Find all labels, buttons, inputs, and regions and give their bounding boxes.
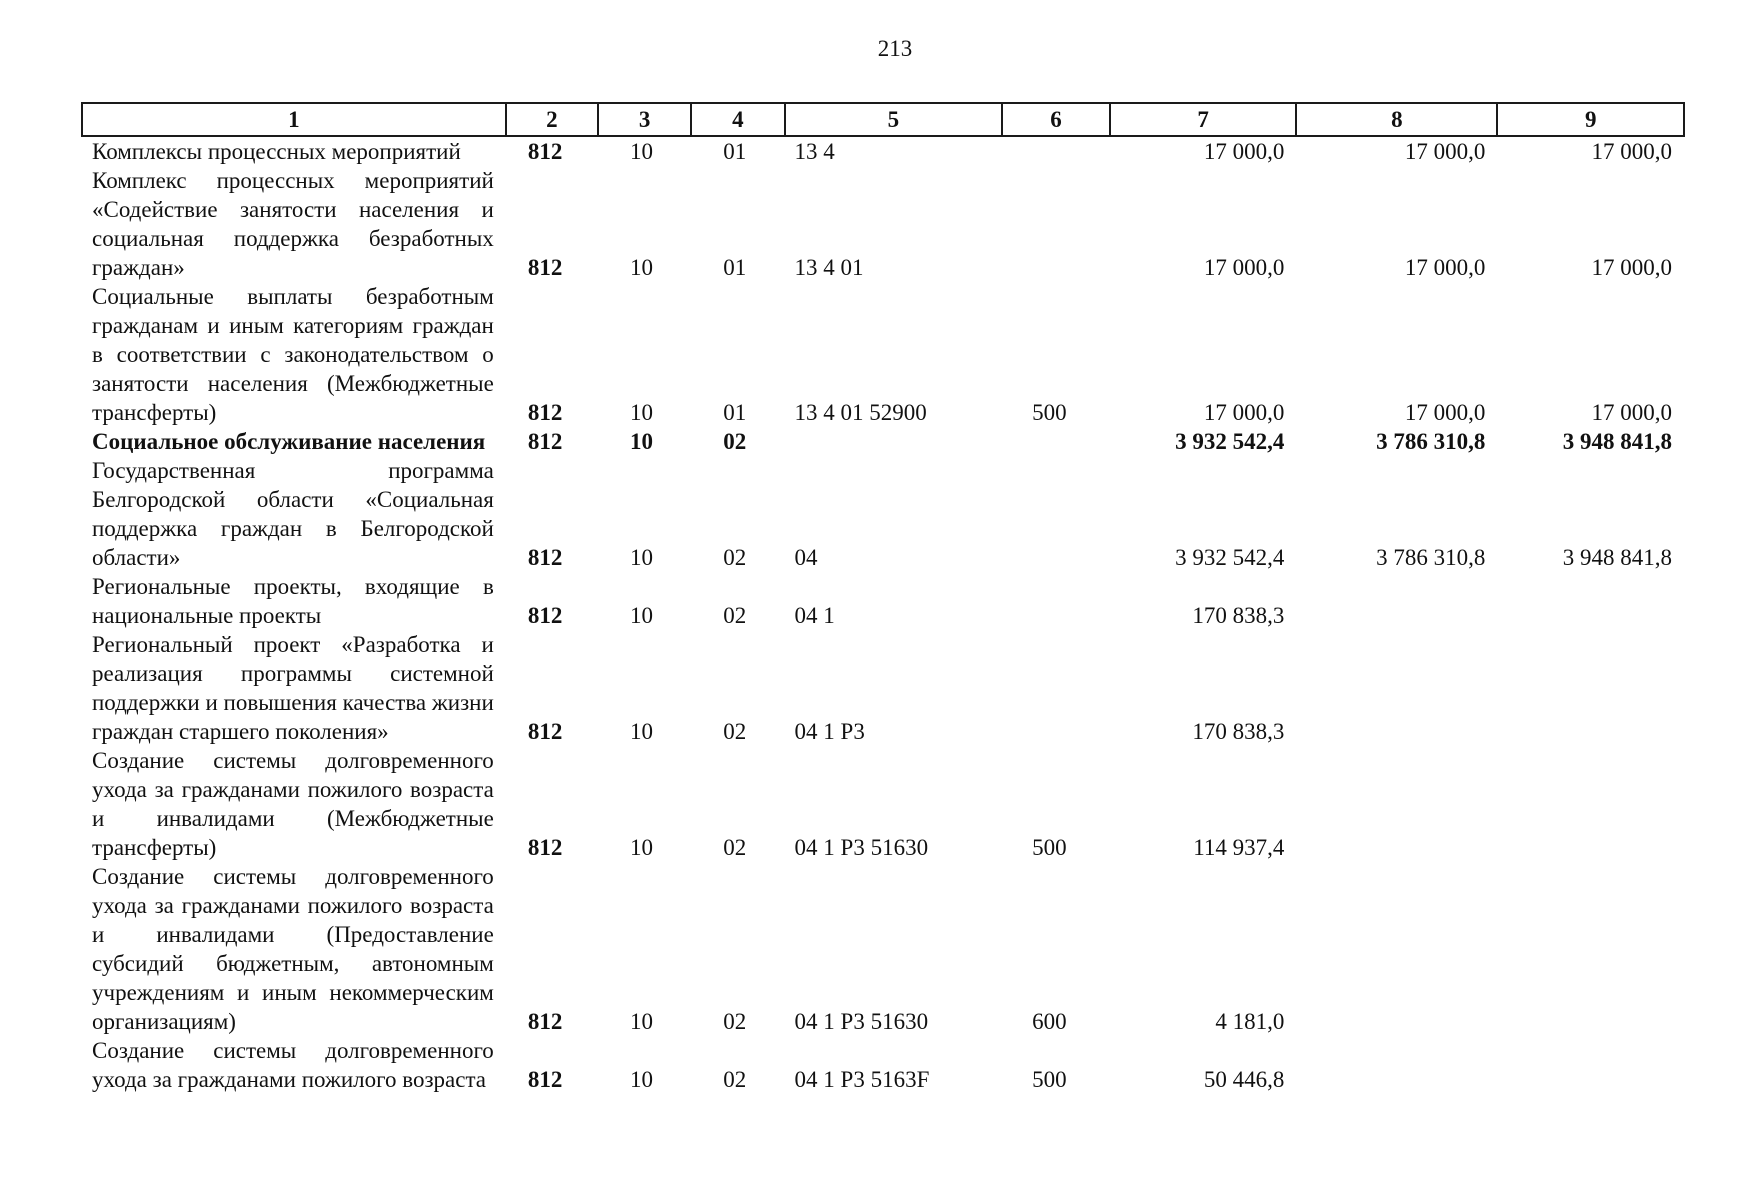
cell-section: 10	[630, 1009, 654, 1034]
cell-section: 10	[630, 545, 654, 570]
cell-amount-col9: 17 000,0	[1591, 255, 1672, 280]
budget-table	[81, 102, 1685, 1094]
header-col-5: 5	[785, 103, 1003, 136]
page-number: 213	[877, 36, 913, 61]
cell-ministry-code: 812	[527, 719, 563, 744]
cell-subsection: 02	[723, 603, 747, 628]
header-row	[82, 103, 1684, 136]
cell-ministry-code: 812	[527, 429, 563, 454]
table-row-section-total	[82, 427, 1684, 456]
cell-amount-col8: 3 786 310,8	[1376, 429, 1486, 454]
header-col-4: 4	[691, 103, 784, 136]
cell-target-article: 04	[794, 545, 818, 570]
table-row	[82, 1036, 1684, 1094]
row-description: Региональные проекты, входящие в национальные проекты	[92, 574, 494, 628]
header-col-1: 1	[82, 103, 506, 136]
cell-subsection: 01	[723, 139, 747, 164]
budget-table-container	[81, 102, 1685, 1094]
cell-amount-col7: 17 000,0	[1203, 139, 1285, 164]
cell-amount-col7: 50 446,8	[1203, 1067, 1285, 1092]
table-row	[82, 630, 1684, 746]
cell-subsection: 02	[723, 429, 747, 454]
cell-target-article	[785, 427, 1003, 456]
cell-amount-col8: 17 000,0	[1404, 139, 1486, 164]
cell-target-article: 13 4 01	[794, 255, 864, 280]
cell-amount-col7: 114 937,4	[1193, 835, 1285, 860]
cell-expense-type	[1002, 456, 1110, 572]
cell-amount-col8: 17 000,0	[1404, 400, 1486, 425]
cell-section: 10	[630, 835, 654, 860]
row-description: Создание системы долговременного ухода за гражданами пожилого возраста и инвалидами (Межбюджетные трансферты)	[92, 748, 494, 860]
cell-subsection: 02	[723, 835, 747, 860]
cell-subsection: 01	[723, 255, 747, 280]
header-col-9: 9	[1497, 103, 1684, 136]
table-row	[82, 282, 1684, 427]
cell-expense-type	[1002, 572, 1110, 630]
cell-ministry-code: 812	[527, 1067, 563, 1092]
cell-expense-type	[1002, 166, 1110, 282]
cell-target-article: 04 1 Р3 5163F	[794, 1067, 930, 1092]
header-col-7: 7	[1110, 103, 1297, 136]
row-description: Социальное обслуживание населения	[92, 429, 486, 454]
cell-expense-type: 500	[1032, 400, 1067, 425]
cell-amount-col8	[1296, 572, 1497, 630]
cell-amount-col7: 17 000,0	[1203, 400, 1285, 425]
header-col-2: 2	[506, 103, 598, 136]
table-row	[82, 862, 1684, 1036]
cell-section: 10	[630, 429, 654, 454]
cell-expense-type	[1002, 630, 1110, 746]
cell-target-article: 04 1 Р3 51630	[794, 1009, 929, 1034]
table-row	[82, 746, 1684, 862]
row-description: Комплекс процессных мероприятий «Содействие занятости населения и социальная поддержка безработных граждан»	[92, 168, 494, 280]
cell-target-article: 13 4 01 52900	[794, 400, 927, 425]
cell-amount-col8	[1296, 630, 1497, 746]
cell-amount-col9: 3 948 841,8	[1562, 429, 1672, 454]
header-col-8: 8	[1296, 103, 1497, 136]
cell-subsection: 01	[723, 400, 747, 425]
cell-ministry-code: 812	[527, 400, 563, 425]
cell-amount-col7: 170 838,3	[1192, 603, 1285, 628]
cell-amount-col9	[1497, 1036, 1684, 1094]
cell-amount-col7: 3 932 542,4	[1175, 429, 1285, 454]
header-col-6: 6	[1002, 103, 1110, 136]
cell-expense-type	[1002, 136, 1110, 166]
cell-target-article: 04 1 Р3 51630	[794, 835, 929, 860]
cell-section: 10	[630, 719, 654, 744]
cell-expense-type: 500	[1032, 1067, 1067, 1092]
cell-target-article: 04 1 Р3	[794, 719, 865, 744]
cell-ministry-code: 812	[527, 545, 563, 570]
cell-target-article: 04 1	[794, 603, 835, 628]
table-row	[82, 136, 1684, 166]
row-description: Региональный проект «Разработка и реализация программы системной поддержки и повышения качества жизни граждан старшего поколения»	[92, 632, 494, 744]
cell-amount-col8	[1296, 746, 1497, 862]
cell-ministry-code: 812	[527, 603, 563, 628]
cell-amount-col9: 3 948 841,8	[1562, 545, 1672, 570]
cell-amount-col7: 4 181,0	[1215, 1009, 1285, 1034]
cell-amount-col8: 17 000,0	[1404, 255, 1486, 280]
cell-target-article: 13 4	[794, 139, 835, 164]
cell-subsection: 02	[723, 545, 747, 570]
cell-amount-col8	[1296, 862, 1497, 1036]
cell-subsection: 02	[723, 1009, 747, 1034]
table-row	[82, 572, 1684, 630]
row-description: Комплексы процессных мероприятий	[92, 139, 461, 164]
row-description: Создание системы долговременного ухода за гражданами пожилого возраста и инвалидами (Предоставление субсидий бюджетным, автономным учреждениям и иным некоммерческим организациям)	[92, 864, 494, 1034]
table-row	[82, 456, 1684, 572]
row-description: Создание системы долговременного ухода за гражданами пожилого возраста	[92, 1038, 494, 1092]
cell-amount-col9	[1497, 572, 1684, 630]
cell-section: 10	[630, 255, 654, 280]
cell-amount-col8	[1296, 1036, 1497, 1094]
cell-amount-col9	[1497, 746, 1684, 862]
cell-section: 10	[630, 400, 654, 425]
cell-amount-col9	[1497, 862, 1684, 1036]
cell-ministry-code: 812	[527, 835, 563, 860]
cell-ministry-code: 812	[527, 139, 563, 164]
cell-section: 10	[630, 139, 654, 164]
cell-ministry-code: 812	[527, 1009, 563, 1034]
cell-subsection: 02	[723, 1067, 747, 1092]
cell-amount-col7: 170 838,3	[1192, 719, 1285, 744]
cell-amount-col7: 3 932 542,4	[1175, 545, 1285, 570]
cell-subsection: 02	[723, 719, 747, 744]
cell-section: 10	[630, 603, 654, 628]
cell-amount-col8: 3 786 310,8	[1376, 545, 1486, 570]
cell-amount-col7: 17 000,0	[1203, 255, 1285, 280]
cell-expense-type: 600	[1032, 1009, 1067, 1034]
row-description: Государственная программа Белгородской области «Социальная поддержка граждан в Белгородской области»	[92, 458, 494, 570]
row-description: Социальные выплаты безработным гражданам и иным категориям граждан в соответствии с законодательством о занятости населения (Межбюджетные трансферты)	[92, 284, 494, 425]
cell-amount-col9: 17 000,0	[1591, 400, 1672, 425]
cell-amount-col9	[1497, 630, 1684, 746]
cell-expense-type: 500	[1032, 835, 1067, 860]
header-col-3: 3	[598, 103, 691, 136]
cell-expense-type	[1002, 427, 1110, 456]
table-row	[82, 166, 1684, 282]
cell-amount-col9: 17 000,0	[1591, 139, 1672, 164]
cell-ministry-code: 812	[527, 255, 563, 280]
cell-section: 10	[630, 1067, 654, 1092]
